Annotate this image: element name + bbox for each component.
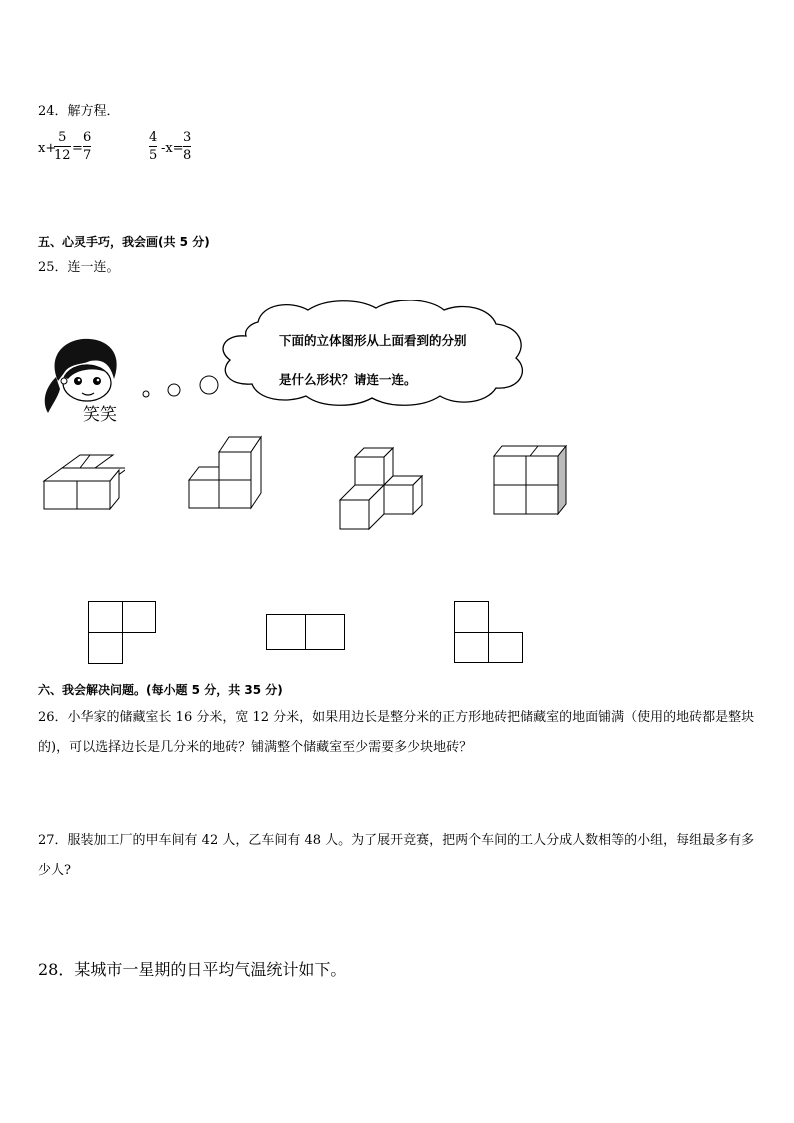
eq1-frac1-denominator: 12 xyxy=(54,148,71,163)
eq2-fraction-2 xyxy=(183,130,191,163)
eq1-equals: = xyxy=(72,141,83,156)
cloud-text-line-2: 是什么形状？请连一连。 xyxy=(279,372,417,387)
eq2-frac2-numerator: 3 xyxy=(183,130,192,145)
eq1-frac1-numerator: 5 xyxy=(58,130,67,145)
section6-title: 六、我会解决问题。(每小题 5 分，共 35 分) xyxy=(38,683,283,697)
eq2-fraction-1 xyxy=(149,130,157,163)
eq2-frac1-denominator: 5 xyxy=(149,148,158,163)
q26-text: 26．小华家的储藏室长 16 分米，宽 12 分米，如果用边长是整分米的正方形地砖把储藏室的地面铺满（使用的地砖都是整块的)，可以选择边长是几分米的地砖？铺满整个储藏室至少需要多少块地砖？ xyxy=(38,710,755,755)
eq2-frac2-denominator: 8 xyxy=(183,148,192,163)
eq1-frac2-denominator: 7 xyxy=(83,148,92,163)
eq1-variable: x+ xyxy=(38,141,57,156)
eq2-middle: -x= xyxy=(161,141,184,156)
eq1-fraction-2 xyxy=(83,130,91,163)
eq1-fraction-1 xyxy=(54,130,71,163)
q25-title: 25．连一连。 xyxy=(38,260,120,275)
q27-text: 27．服装加工厂的甲车间有 42 人，乙车间有 48 人。为了展开竞赛，把两个车间的工人分成人数相等的小组，每组最多有多少人? xyxy=(38,833,755,878)
q28-text: 28．某城市一星期的日平均气温统计如下。 xyxy=(38,960,347,979)
character-name: 笑笑 xyxy=(83,405,117,425)
solid-figure-4 xyxy=(490,445,570,517)
cloud-text-line-1: 下面的立体图形从上面看到的分别 xyxy=(279,333,467,348)
solid-figure-2 xyxy=(188,435,268,510)
solid-figure-1 xyxy=(40,450,125,512)
eq2-frac1-numerator: 4 xyxy=(149,130,158,145)
solid-figure-3 xyxy=(338,447,428,532)
q24-title: 24．解方程． xyxy=(38,104,120,119)
section5-title: 五、心灵手巧，我会画(共 5 分) xyxy=(38,235,210,249)
eq1-frac2-numerator: 6 xyxy=(83,130,92,145)
thought-cloud xyxy=(140,300,580,410)
